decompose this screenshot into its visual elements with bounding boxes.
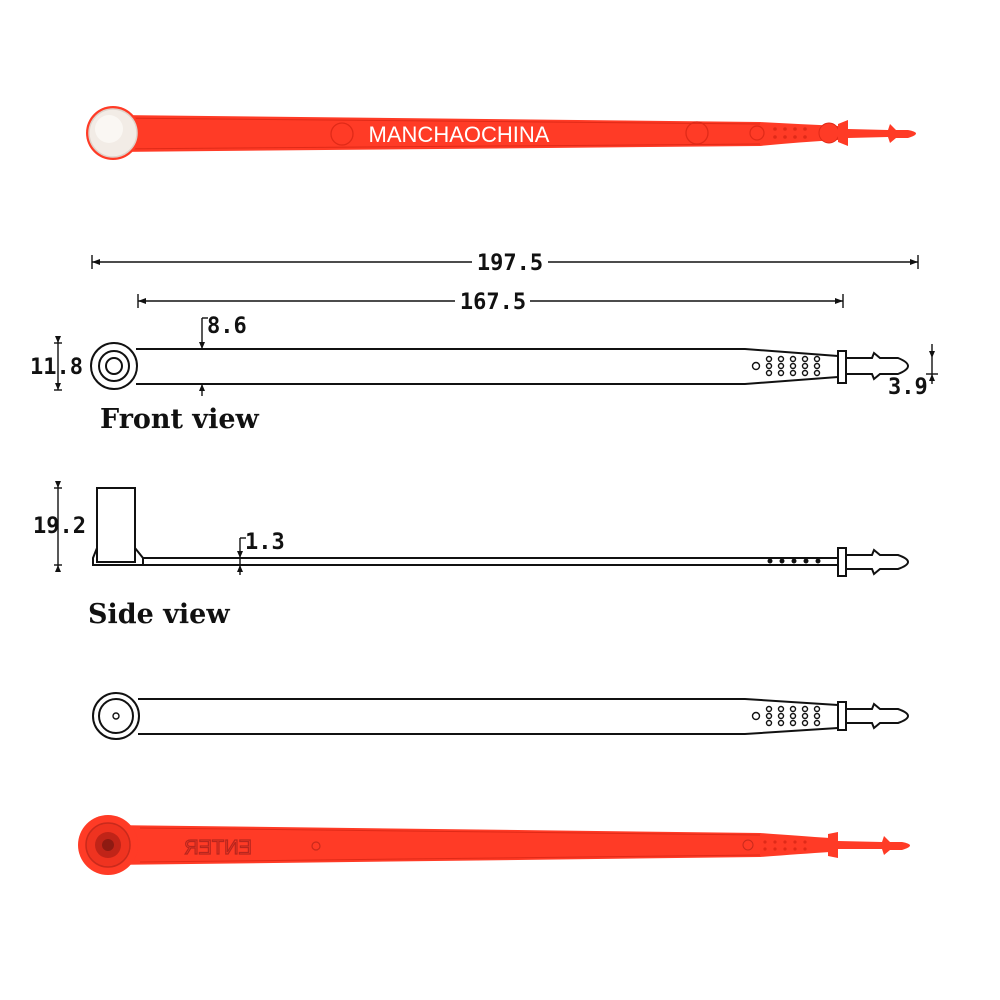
seal-tip-red-reverse xyxy=(828,832,910,858)
dimension-strap-thickness xyxy=(237,530,285,575)
seal-tip-red xyxy=(838,120,916,146)
head-diameter-label: 11.8 xyxy=(30,355,83,380)
head-height-label: 19.2 xyxy=(33,514,86,539)
strap-thickness-label: 1.3 xyxy=(245,530,285,555)
back-view-drawing xyxy=(93,693,908,739)
seal-photo-top xyxy=(86,106,916,160)
side-view-caption: Side view xyxy=(88,599,230,630)
dimension-strap-length xyxy=(138,290,843,315)
tip-width-label: 3.9 xyxy=(888,375,928,400)
strap-width-label: 8.6 xyxy=(207,314,247,339)
brand-label: MANCHAOCHINA xyxy=(368,122,550,147)
dimension-head-height xyxy=(33,481,86,572)
embossed-mark: ENTER xyxy=(184,837,252,859)
overall-length-label: 197.5 xyxy=(476,251,544,276)
seal-photo-bottom xyxy=(78,815,910,875)
strap-length-label: 167.5 xyxy=(459,290,527,315)
front-view-drawing xyxy=(91,343,908,389)
front-view-caption: Front view xyxy=(100,404,259,435)
dimension-head-diameter xyxy=(30,336,83,390)
dimension-tip-width xyxy=(888,344,938,400)
side-view-drawing xyxy=(93,488,908,576)
dimension-overall-length xyxy=(92,251,918,276)
